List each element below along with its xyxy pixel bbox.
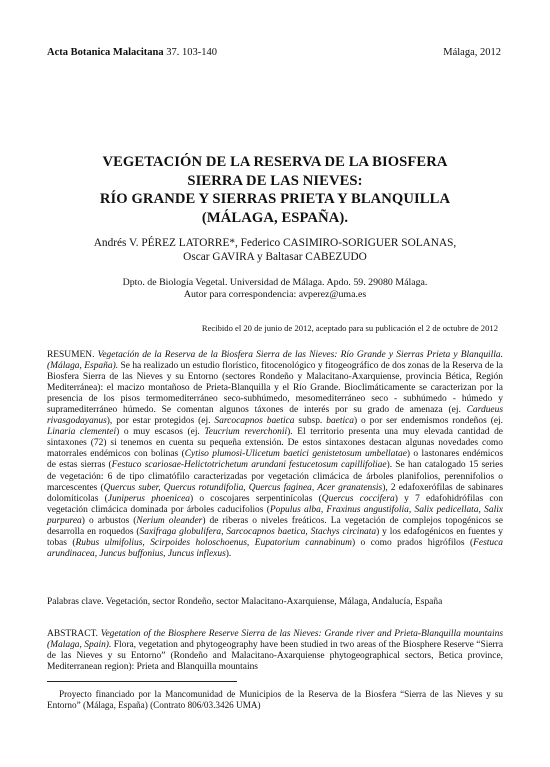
- affiliation: [40, 277, 510, 301]
- title-line: VEGETACIÓN DE LA RESERVA DE LA BIOSFERA: [102, 154, 448, 170]
- resumen-text: ) y 7 edafohidrófilas con vegetación climácica dominada por árboles caducifolios (: [47, 493, 503, 515]
- species-name: Linaria clementei: [47, 427, 117, 438]
- title-line: SIERRA DE LAS NIEVES:: [187, 172, 363, 189]
- abstract-title: Vegetation of the Biosphere Reserve Sierra de las Nieves: Grande river and Prieta-Blanquilla mountains (Malaga, Spain).: [47, 629, 503, 651]
- resumen-text: ) o muy escasos (ej.: [116, 427, 200, 438]
- journal-name: Acta Botanica Malacitana: [47, 47, 164, 58]
- received-dates: Recibido el 20 de junio de 2012, aceptado para su publicación el 2 de octubre de 2012: [201, 323, 498, 333]
- resumen-title: Vegetación de la Reserva de la Biosfera Sierra de las Nieves: Río Grande y Sierras Prieta y Blanquilla. (Málaga, España).: [47, 350, 504, 372]
- funding-footnote: Proyecto financiado por la Mancomunidad de Municipios de la Reserva de la Biosfera “Sierra de las Nieves y su Entorno” (Málaga, España) (Contrato 806/03.3426 UMA): [47, 689, 503, 710]
- resumen-text: subsp.: [298, 416, 323, 427]
- resumen-text: ) o como prados higrófilos (: [351, 537, 474, 548]
- affiliation-line: Dpto. de Biología Vegetal. Universidad de Málaga. Apdo. 59. 29080 Málaga.: [122, 277, 428, 288]
- resumen-text: ) de riberas o niveles freáticos. La vegetación de complejos topogénicos se desarrolla en roquedos (: [47, 515, 503, 537]
- resumen-text: ) o coscojares serpentinícolas (: [189, 493, 322, 504]
- species-name: Quercus suber, Quercus rotundifolia, Quercus faginea, Acer granatensis: [103, 482, 383, 493]
- journal-volume: 37. 103-140: [166, 47, 218, 58]
- species-name: Teucrium reverchonii: [204, 427, 288, 438]
- resumen-text: ). Se han catalogado 15 series de vegetación: 6 de tipo climatófilo caracterizadas por vegetación climácica de árboles planifolios, perennifolios o marcescentes (: [47, 460, 503, 493]
- species-name: Rubus ulmifolius, Scirpoides holoschoenus, Eupatorium cannabinum: [75, 537, 352, 548]
- resumen-text: ) o por ser endemismos rondeños (ej.: [354, 416, 504, 427]
- resumen-text: ) o arbustos (: [81, 515, 137, 526]
- resumen-text: ), 2 edafoxerófilas de sabinares dolomíticolas (: [47, 482, 504, 504]
- resumen-label: RESUMEN.: [47, 350, 95, 360]
- species-name: Quercus coccifera: [321, 493, 395, 504]
- species-name: Festuca arundinacea, Juncus buffonius, Juncus inflexus: [47, 537, 503, 559]
- journal-citation: [47, 47, 217, 58]
- running-header: [47, 47, 501, 58]
- keywords: Palabras clave. Vegetación, sector Rondeño, sector Malacitano-Axarquiense, Málaga, Andalucía, España: [47, 597, 443, 607]
- abstract-section: [47, 629, 503, 673]
- resumen-text: ), por estar protegidos (ej.: [106, 416, 211, 427]
- resumen-text: ) y los edafogénicos en fuentes y tobas (: [47, 526, 504, 548]
- species-name: Sarcocapnos baetica: [214, 416, 295, 427]
- authors-line: Oscar GAVIRA y Baltasar CABEZUDO: [183, 251, 367, 263]
- place-year: Málaga, 2012: [443, 47, 501, 58]
- resumen-text: ). El territorio presenta una muy elevada cantidad de sintaxones (72) si tenemos en cuenta su pequeña extensión. De estos sintaxones destacan algunas novedades como matorrales endémicos con bolinas (: [47, 427, 503, 460]
- resumen-text: ) o lastonares endémicos de estas sierras (: [47, 449, 503, 471]
- footnote-divider: [47, 681, 237, 682]
- article-title: [60, 153, 490, 227]
- species-name: baetica: [326, 416, 354, 427]
- species-name: Nerium oleander: [136, 515, 203, 526]
- resumen-text: Se ha realizado un estudio florístico, fitocenológico y fitogeográfico de dos zonas de la Reserva de la Biosfera Sierra de las Nieves y su Entorno (sectores Rondeño y Malacitano-Axarquiense, provincia Bética, Región Mediterránea): el macizo montañoso de Prieta-Blanquilla y el Río Grande. Bioclimáticamente se caracterizan por la presencia de los pisos termomediterráneo seco-subhúmedo, mesomediterráneo seco - subhúmedo - húmedo y supramediterráneo húmedo. Se comentan algunos táxones de interés por su grado de amenaza (ej.: [47, 361, 503, 416]
- species-name: Populus alba, Fraxinus angustifolia, Salix pedicellata, Salix purpurea: [47, 504, 504, 526]
- author-list: [40, 236, 510, 264]
- abstract-text: Flora, vegetation and phytogeography have been studied in two areas of the Biosphere Reserve “Sierra de las Nieves y su Entorno” (Rondeño and Malacitano-Axarquiense phytogeographical sectors, Betica province, Mediterranean region): Prieta and Blanquilla mountains: [47, 640, 504, 673]
- resumen-section: [47, 350, 503, 560]
- resumen-paragraph: [47, 350, 503, 560]
- title-line: (MÁLAGA, ESPAÑA).: [201, 209, 349, 226]
- species-name: Juniperus phoenicea: [107, 493, 190, 504]
- abstract-label: ABSTRACT.: [47, 629, 98, 639]
- authors-line: Andrés V. PÉREZ LATORRE*, Federico CASIMIRO-SORIGUER SOLANAS,: [93, 237, 457, 249]
- resumen-text: ).: [225, 548, 232, 559]
- correspondence-line: Autor para correspondencia: avperez@uma.es: [183, 289, 367, 300]
- species-name: Cardueus rivasgodayanus: [47, 405, 503, 427]
- syntaxon-name: Festuco scariosae-Helictotrichetum arundani festucetosum capillifoliae: [111, 460, 387, 471]
- title-line: RÍO GRANDE Y SIERRAS PRIETA Y BLANQUILLA: [99, 191, 451, 207]
- syntaxon-name: Cytiso plumosi-Ulicetum baetici genistetosum umbellatae: [184, 449, 407, 460]
- species-name: Saxifraga globulifera, Sarcocapnos baetica, Stachys circinata: [139, 526, 377, 537]
